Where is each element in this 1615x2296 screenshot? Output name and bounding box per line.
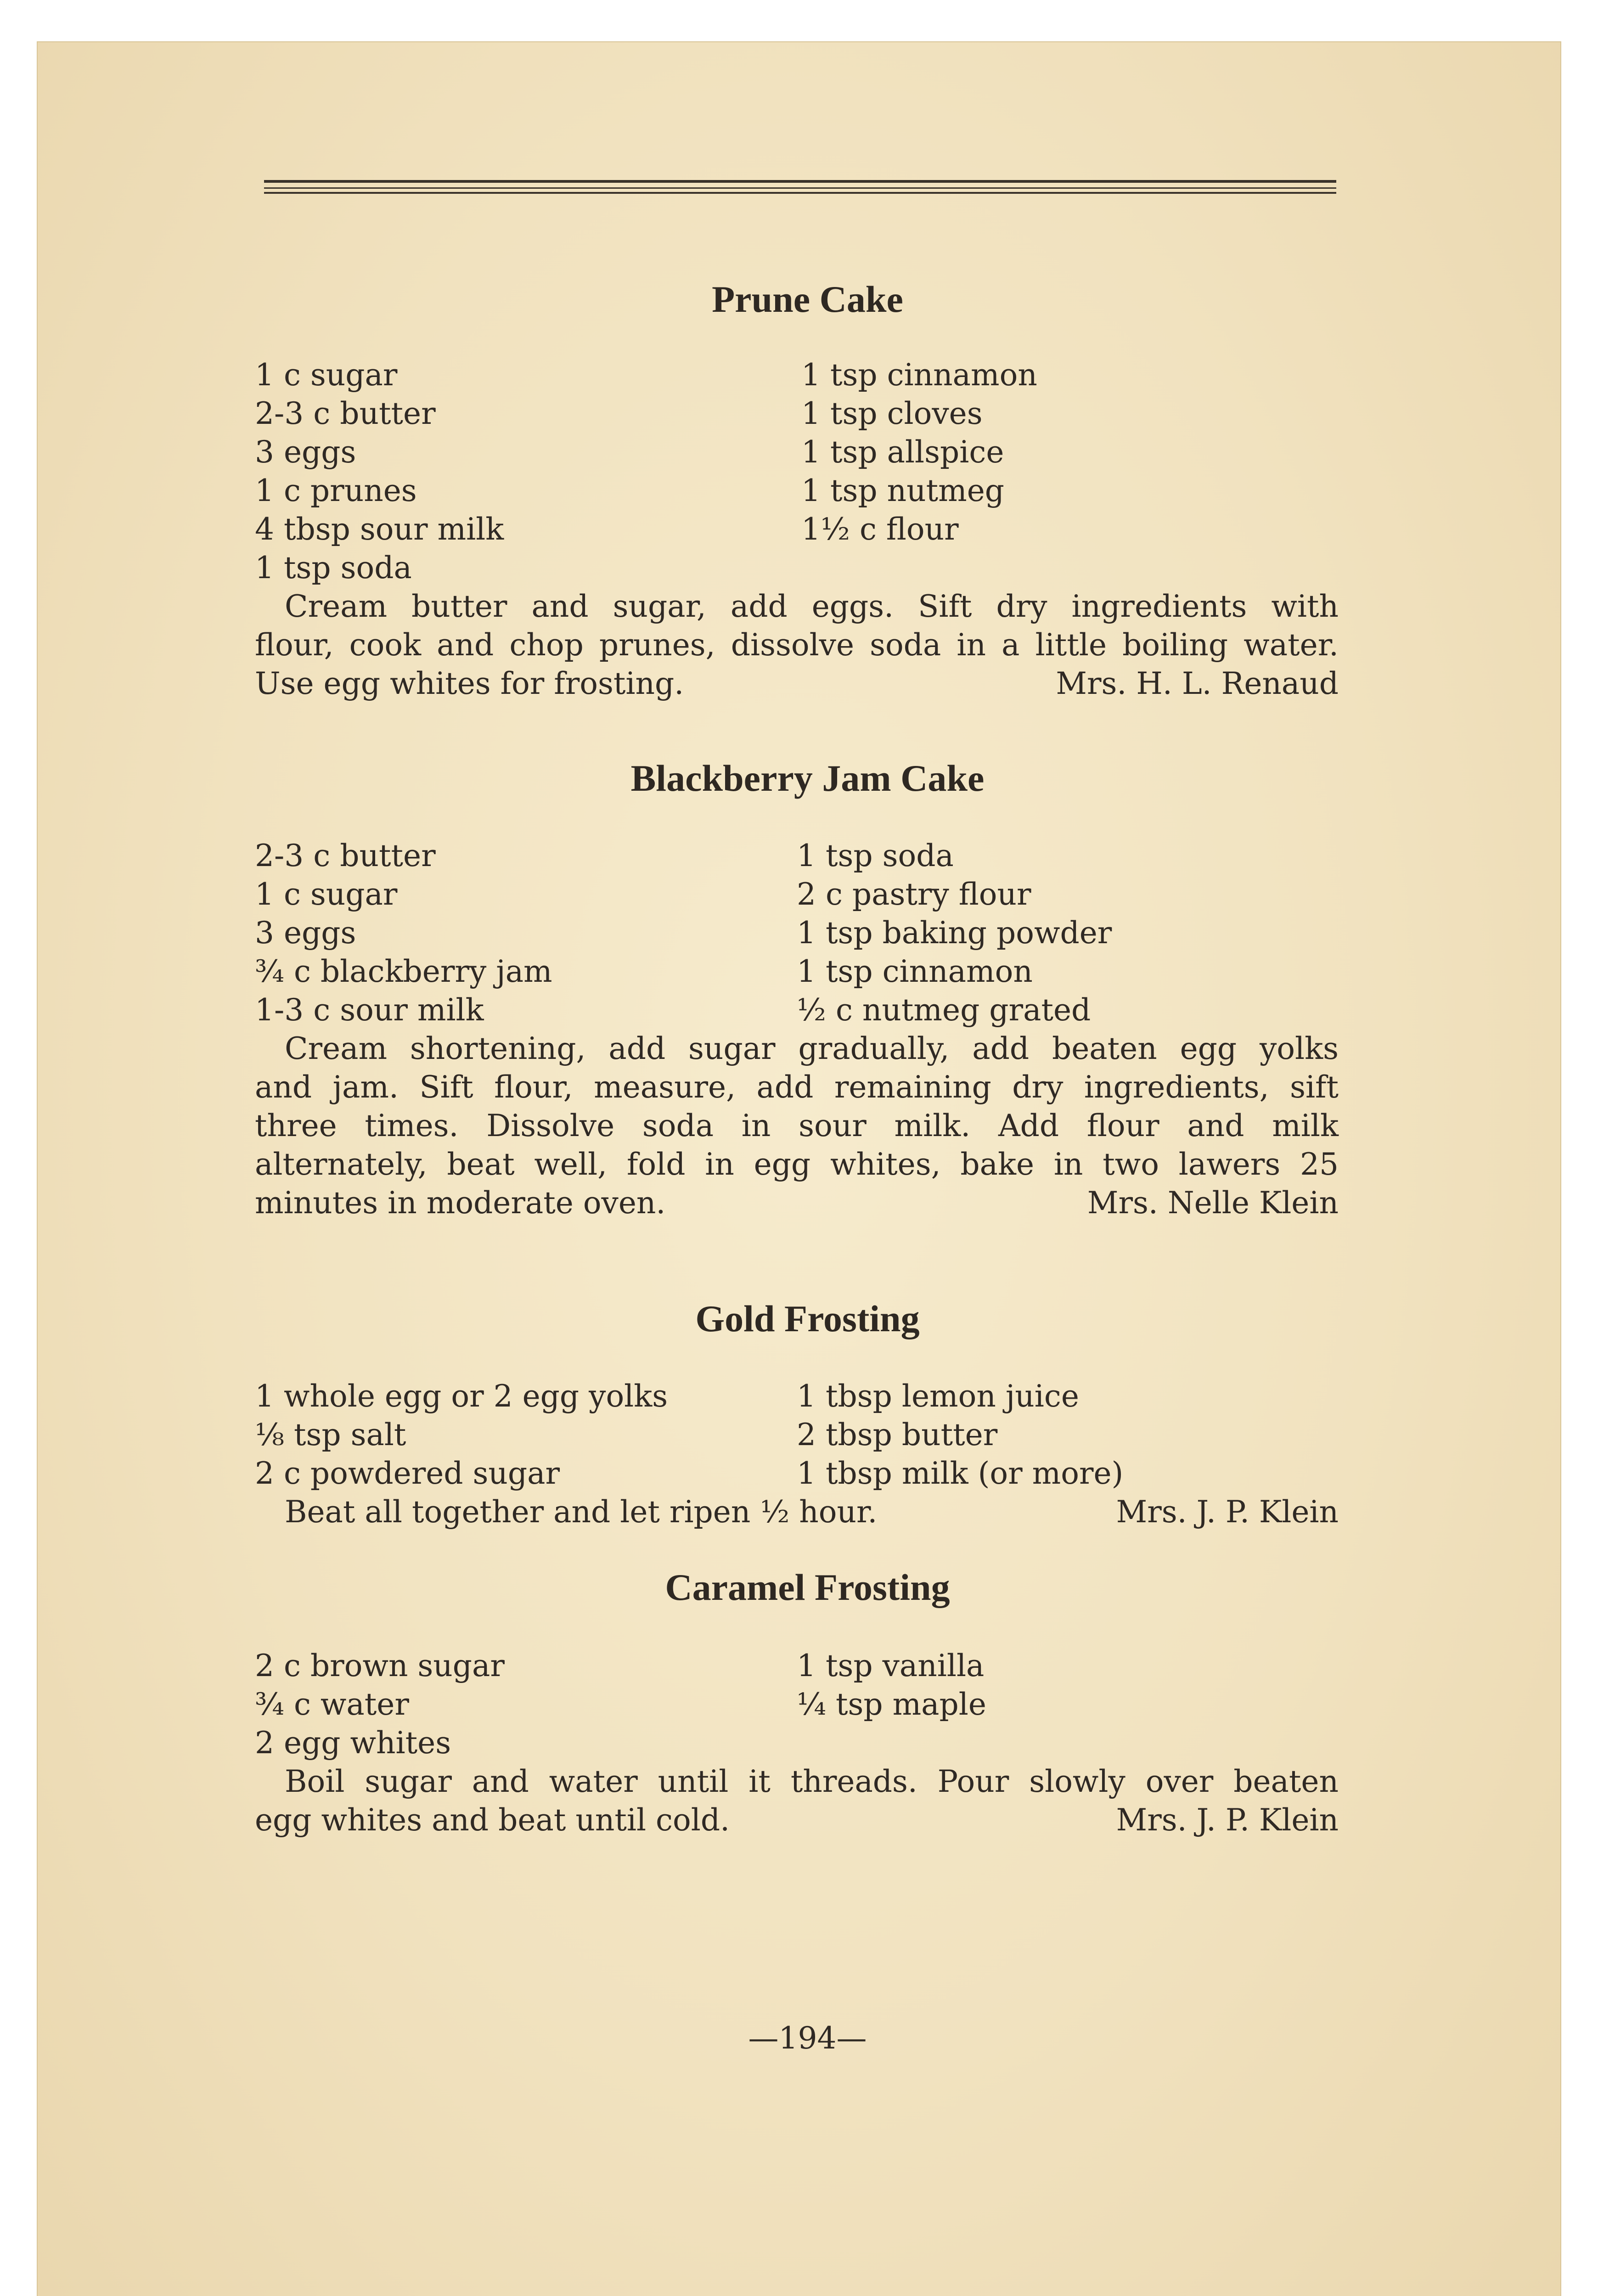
ingredient: 1½ c flour xyxy=(801,512,959,547)
directions-text: minutes in moderate oven. xyxy=(255,1185,666,1221)
directions-last-line xyxy=(255,664,1339,703)
ingredient: 1 tbsp lemon juice xyxy=(797,1379,1079,1414)
recipe-author: Mrs. J. P. Klein xyxy=(1116,1494,1339,1530)
ingredient: 1 c prunes xyxy=(255,473,417,508)
recipe-author: Mrs. Nelle Klein xyxy=(1087,1185,1339,1221)
recipe-author: Mrs. H. L. Renaud xyxy=(1056,666,1339,701)
ingredient: 1 tsp cloves xyxy=(801,396,983,431)
ingredient: 1 tsp baking powder xyxy=(797,915,1112,951)
directions-last-line xyxy=(255,1801,1339,1840)
ingredient: ¾ c blackberry jam xyxy=(255,954,552,989)
ingredient: ½ c nutmeg grated xyxy=(797,992,1091,1028)
directions-line: Cream butter and sugar, add eggs. Sift dry ingredients with xyxy=(285,589,1339,624)
directions-line: three times. Dissolve soda in sour milk. Add flour and milk xyxy=(255,1108,1339,1143)
recipe-title-caramel-frosting: Caramel Frosting xyxy=(665,1566,950,1608)
ingredient: ¼ tsp maple xyxy=(797,1687,986,1722)
ingredient: 2 egg whites xyxy=(255,1725,451,1761)
ingredient: 1 tsp nutmeg xyxy=(801,473,1005,508)
ingredient: 1 whole egg or 2 egg yolks xyxy=(255,1379,668,1414)
recipe-title-prune-cake: Prune Cake xyxy=(712,278,903,320)
ingredient: ⅛ tsp salt xyxy=(255,1417,406,1452)
ingredient: 4 tbsp sour milk xyxy=(255,512,504,547)
recipe-title-blackberry-jam-cake: Blackberry Jam Cake xyxy=(630,757,985,799)
ingredient: 2 tbsp butter xyxy=(797,1417,998,1452)
directions-line: flour, cook and chop prunes, dissolve soda in a little boiling water. xyxy=(255,627,1339,663)
directions-line: alternately, beat well, fold in egg whites, bake in two lawers 25 xyxy=(255,1147,1339,1182)
ingredient: 1 tsp soda xyxy=(797,838,954,873)
directions-text: egg whites and beat until cold. xyxy=(255,1802,730,1838)
directions-last-line xyxy=(255,1184,1339,1222)
directions-text: Beat all together and let ripen ½ hour. xyxy=(285,1494,878,1530)
recipe-directions xyxy=(255,1030,1339,1222)
recipe-directions xyxy=(255,1762,1339,1840)
recipe-title-gold-frosting: Gold Frosting xyxy=(695,1298,920,1339)
ingredient: 2 c powdered sugar xyxy=(255,1456,560,1491)
ingredient: 1 tsp cinnamon xyxy=(801,357,1037,393)
recipe-author: Mrs. J. P. Klein xyxy=(1116,1802,1339,1838)
ingredient: 2-3 c butter xyxy=(255,396,436,431)
ingredient: 2 c pastry flour xyxy=(797,877,1031,912)
ingredient: ¾ c water xyxy=(255,1687,409,1722)
header-rule xyxy=(264,187,1336,189)
ingredient: 2 c brown sugar xyxy=(255,1648,505,1683)
ingredient: 1 tsp vanilla xyxy=(797,1648,985,1683)
directions-text: Use egg whites for frosting. xyxy=(255,666,684,701)
recipe-directions xyxy=(255,1493,1339,1531)
directions-line: Cream shortening, add sugar gradually, add beaten egg yolks xyxy=(285,1031,1339,1066)
ingredient: 1 tsp soda xyxy=(255,550,412,585)
ingredient: 3 eggs xyxy=(255,915,356,951)
directions-line: and jam. Sift flour, measure, add remaining dry ingredients, sift xyxy=(255,1069,1339,1105)
directions-line: Boil sugar and water until it threads. Pour slowly over beaten xyxy=(285,1764,1339,1799)
header-rule xyxy=(264,192,1336,194)
ingredient: 2-3 c butter xyxy=(255,838,436,873)
ingredient: 1 tsp allspice xyxy=(801,434,1004,470)
ingredient: 3 eggs xyxy=(255,434,356,470)
ingredient: 1-3 c sour milk xyxy=(255,992,484,1028)
ingredient: 1 tsp cinnamon xyxy=(797,954,1033,989)
directions-last-line xyxy=(255,1493,1339,1531)
ingredient: 1 c sugar xyxy=(255,357,398,393)
page-number: —194— xyxy=(748,2020,867,2056)
ingredient: 1 c sugar xyxy=(255,877,398,912)
header-rule xyxy=(264,180,1336,183)
ingredient: 1 tbsp milk (or more) xyxy=(797,1456,1124,1491)
recipe-directions xyxy=(255,587,1339,703)
